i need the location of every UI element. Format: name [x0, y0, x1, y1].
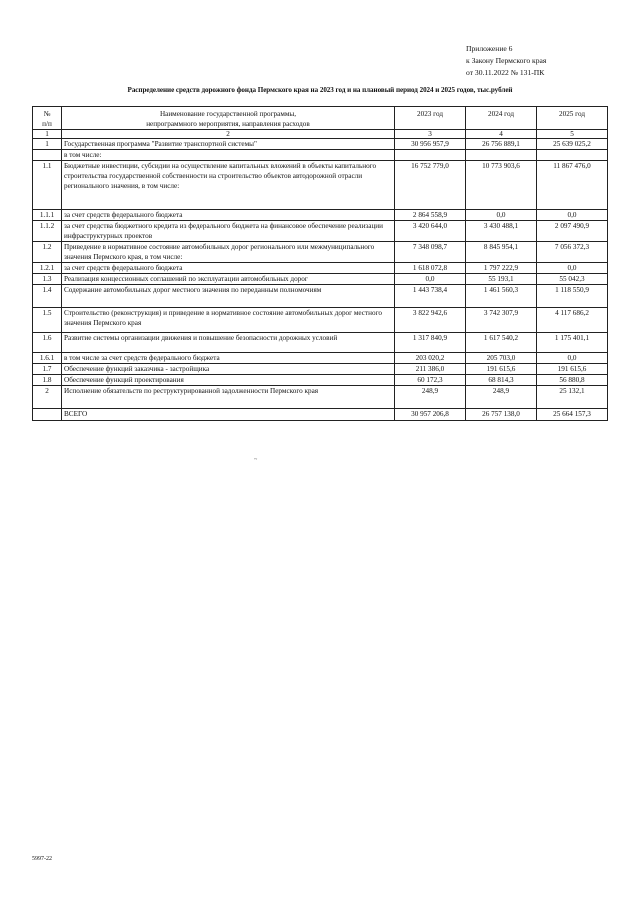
row-number — [33, 150, 62, 161]
table-row — [33, 150, 608, 161]
annex-reference — [466, 43, 546, 79]
value-2024: 1 461 560,3 — [466, 285, 537, 308]
budget-table — [32, 106, 608, 421]
index-cell: 5 — [537, 130, 608, 139]
row-name: за счет средства бюджетного кредита из федерального бюджета на финансовое обеспечение реализации инфраструктурных проектов — [62, 221, 395, 242]
value-2024 — [466, 150, 537, 161]
value-2024: 8 845 954,1 — [466, 242, 537, 263]
value-2024: 191 615,6 — [466, 364, 537, 375]
value-2025: 0,0 — [537, 353, 608, 364]
header-2024: 2024 год — [466, 107, 537, 130]
table-row — [33, 308, 608, 333]
value-2023: 30 956 957,9 — [395, 139, 466, 150]
table-row — [33, 333, 608, 353]
value-2025: 4 117 686,2 — [537, 308, 608, 333]
row-name: Развитие системы организации движения и повышение безопасности дорожных условий — [62, 333, 395, 353]
row-name: Исполнение обязательств по реструктурированной задолженности Пермского края — [62, 386, 395, 409]
table-row — [33, 210, 608, 221]
value-2023: 7 348 098,7 — [395, 242, 466, 263]
row-name: за счет средств федерального бюджета — [62, 263, 395, 274]
scan-speck: ~ — [254, 457, 258, 463]
table-row — [33, 386, 608, 409]
row-number: 1.2 — [33, 242, 62, 263]
table-row — [33, 139, 608, 150]
row-number: 1.1 — [33, 161, 62, 210]
value-2023: 248,9 — [395, 386, 466, 409]
row-name: за счет средств федерального бюджета — [62, 210, 395, 221]
footer-code: 5997-22 — [32, 856, 52, 862]
value-2025 — [537, 150, 608, 161]
row-name: Строительство (реконструкция) и приведение в нормативное состояние автомобильных дорог местного значения Пермского края — [62, 308, 395, 333]
header-name-text: Наименование государственной программы, непрограммного мероприятия, направления расходов — [146, 110, 310, 128]
header-no-text: № п/п — [42, 110, 52, 128]
table-row — [33, 263, 608, 274]
value-2024: 205 703,0 — [466, 353, 537, 364]
row-name: Государственная программа "Развитие транспортной системы" — [62, 139, 395, 150]
row-number: 1.1.2 — [33, 221, 62, 242]
value-2025: 1 175 401,1 — [537, 333, 608, 353]
value-2025: 56 880,8 — [537, 375, 608, 386]
index-cell: 4 — [466, 130, 537, 139]
row-number: 2 — [33, 386, 62, 409]
value-2023: 0,0 — [395, 274, 466, 285]
header-2025: 2025 год — [537, 107, 608, 130]
value-2025: 25 132,1 — [537, 386, 608, 409]
table-row — [33, 375, 608, 386]
value-2024: 3 430 488,1 — [466, 221, 537, 242]
header-no — [33, 107, 62, 130]
value-2024: 3 742 307,9 — [466, 308, 537, 333]
value-2025: 0,0 — [537, 263, 608, 274]
value-2024: 26 757 138,0 — [466, 409, 537, 421]
row-name: Обеспечение функций заказчика - застройщика — [62, 364, 395, 375]
row-number: 1.7 — [33, 364, 62, 375]
row-name: Бюджетные инвестиции, субсидии на осуществление капитальных вложений в объекты капитального строительства государственной собственности на строительство объектов автодорожной отрасли регионального значения, в том числе: — [62, 161, 395, 210]
index-cell: 3 — [395, 130, 466, 139]
value-2023: 1 618 072,8 — [395, 263, 466, 274]
value-2025: 191 615,6 — [537, 364, 608, 375]
value-2023: 211 386,0 — [395, 364, 466, 375]
row-number: 1.5 — [33, 308, 62, 333]
value-2024: 0,0 — [466, 210, 537, 221]
table-row — [33, 221, 608, 242]
row-name: в том числе: — [62, 150, 395, 161]
row-number: 1 — [33, 139, 62, 150]
value-2023: 3 420 644,0 — [395, 221, 466, 242]
table-body — [33, 139, 608, 421]
value-2023: 60 172,3 — [395, 375, 466, 386]
table-row — [33, 364, 608, 375]
row-number: 1.3 — [33, 274, 62, 285]
document-title: Распределение средств дорожного фонда Пермского края на 2023 год и на плановый период 2024 и 2025 годов, тыс.рублей — [127, 86, 513, 94]
header-2023: 2023 год — [395, 107, 466, 130]
value-2025: 55 042,3 — [537, 274, 608, 285]
value-2025: 11 867 476,0 — [537, 161, 608, 210]
value-2023: 203 020,2 — [395, 353, 466, 364]
value-2023: 16 752 779,0 — [395, 161, 466, 210]
value-2024: 10 773 903,6 — [466, 161, 537, 210]
row-name: Обеспечение функций проектирования — [62, 375, 395, 386]
value-2025: 25 664 157,3 — [537, 409, 608, 421]
row-name: Приведение в нормативное состояние автомобильных дорог регионального или межмуниципального значения Пермского края, в том числе: — [62, 242, 395, 263]
header-name — [62, 107, 395, 130]
row-name: в том числе за счет средств федерального бюджета — [62, 353, 395, 364]
table-row — [33, 285, 608, 308]
row-number — [33, 409, 62, 421]
row-number: 1.1.1 — [33, 210, 62, 221]
table-row — [33, 353, 608, 364]
value-2025: 7 056 372,3 — [537, 242, 608, 263]
row-name: Содержание автомобильных дорог местного значения по переданным полномочиям — [62, 285, 395, 308]
value-2025: 0,0 — [537, 210, 608, 221]
value-2025: 1 118 550,9 — [537, 285, 608, 308]
row-number: 1.6 — [33, 333, 62, 353]
table-row — [33, 242, 608, 263]
index-cell: 2 — [62, 130, 395, 139]
annex-number: Приложение 6 — [466, 44, 513, 53]
annex-date: от 30.11.2022 № 131-ПК — [466, 68, 545, 77]
table-row — [33, 161, 608, 210]
value-2023 — [395, 150, 466, 161]
value-2023: 2 864 558,9 — [395, 210, 466, 221]
row-number: 1.4 — [33, 285, 62, 308]
value-2024: 1 797 222,9 — [466, 263, 537, 274]
value-2024: 248,9 — [466, 386, 537, 409]
table-row — [33, 274, 608, 285]
value-2023: 1 443 738,4 — [395, 285, 466, 308]
value-2025: 2 097 490,9 — [537, 221, 608, 242]
index-cell: 1 — [33, 130, 62, 139]
value-2023: 1 317 840,9 — [395, 333, 466, 353]
value-2024: 26 756 889,1 — [466, 139, 537, 150]
value-2024: 68 814,3 — [466, 375, 537, 386]
value-2024: 1 617 540,2 — [466, 333, 537, 353]
row-number: 1.8 — [33, 375, 62, 386]
annex-law: к Закону Пермского края — [466, 56, 547, 65]
row-name: Реализация концессионных соглашений по эксплуатации автомобильных дорог — [62, 274, 395, 285]
row-name: ВСЕГО — [62, 409, 395, 421]
value-2023: 3 822 942,6 — [395, 308, 466, 333]
column-index-row — [33, 130, 608, 139]
header-row — [33, 107, 608, 130]
row-number: 1.2.1 — [33, 263, 62, 274]
value-2025: 25 639 025,2 — [537, 139, 608, 150]
value-2024: 55 193,1 — [466, 274, 537, 285]
value-2023: 30 957 206,8 — [395, 409, 466, 421]
table-row — [33, 409, 608, 421]
row-number: 1.6.1 — [33, 353, 62, 364]
